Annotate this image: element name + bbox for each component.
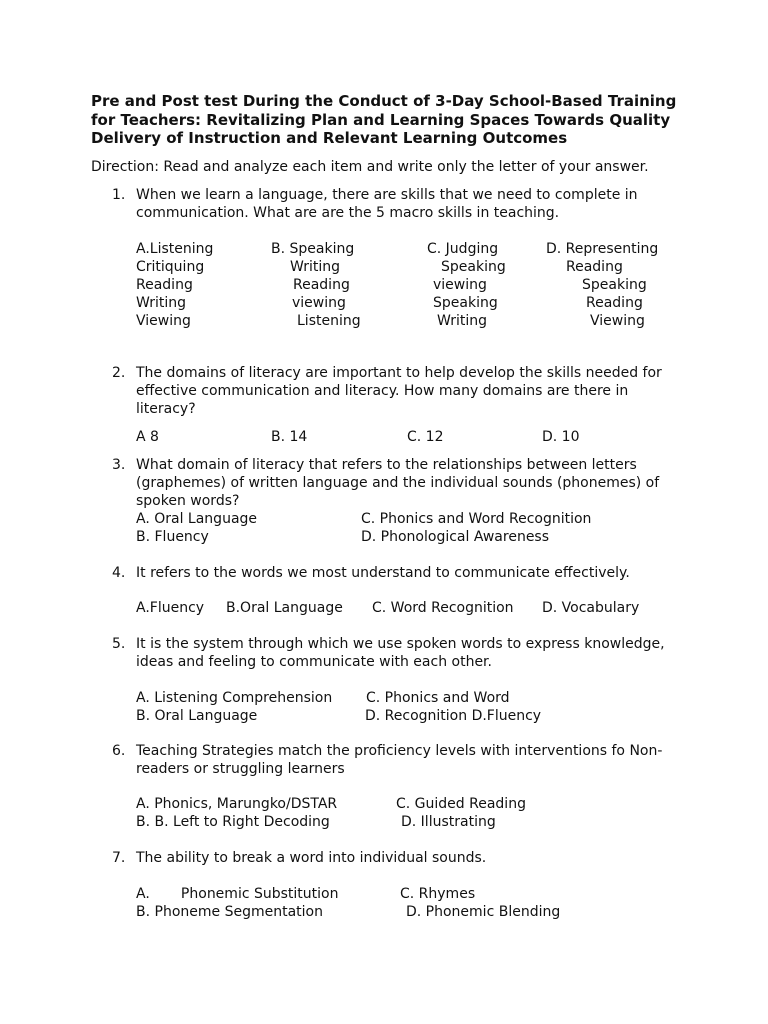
option-b: B. B. Left to Right Decoding (136, 814, 330, 830)
option-d: D. Illustrating (401, 814, 496, 830)
question-stem (136, 186, 638, 222)
question-number: 4. (112, 565, 126, 581)
option-b: B. Phoneme Segmentation (136, 904, 323, 920)
option-line: Viewing (590, 313, 645, 329)
option-line: Viewing (136, 313, 191, 329)
question-stem (136, 456, 659, 510)
option-c: C. Word Recognition (372, 600, 514, 616)
option-d: D. Phonological Awareness (361, 529, 550, 545)
option-line: C. Judging (427, 241, 499, 257)
option-d: D. Vocabulary (542, 600, 640, 616)
title-line: for Teachers: Revitalizing Plan and Learning Spaces Towards Quality (91, 110, 671, 129)
question-stem (136, 564, 630, 582)
option-b: B.Oral Language (226, 600, 343, 616)
stem-line: When we learn a language, there are skills that we need to complete in (136, 187, 638, 203)
stem-line: (graphemes) of written language and the individual sounds (phonemes) of (136, 475, 660, 491)
option-c: C. Phonics and Word Recognition (361, 511, 592, 527)
option-line: B. Speaking (271, 241, 355, 257)
option-a: A. Listening Comprehension (136, 690, 333, 706)
question-number: 7. (112, 850, 126, 866)
option-line: Reading (586, 295, 643, 311)
document-title (91, 92, 676, 148)
option-line: Reading (136, 277, 193, 293)
option-line: viewing (433, 277, 487, 293)
option-a: A. Phonics, Marungko/DSTAR (136, 796, 338, 812)
option-line: Critiquing (136, 259, 205, 275)
option-line: A.Listening (136, 241, 214, 257)
stem-line: It is the system through which we use spoken words to express knowledge, (136, 636, 665, 652)
option-c: C. Guided Reading (396, 796, 526, 812)
option-a: A. Oral Language (136, 511, 258, 527)
option-line: Writing (437, 313, 487, 329)
question-number: 5. (112, 636, 126, 652)
option-line: Reading (566, 259, 623, 275)
stem-line: communication. What are are the 5 macro skills in teaching. (136, 205, 560, 221)
stem-line: ideas and feeling to communicate with each other. (136, 654, 492, 670)
stem-line: spoken words? (136, 493, 240, 509)
stem-line: Teaching Strategies match the proficiency levels with interventions fo Non- (136, 743, 663, 759)
option-a-column (136, 240, 213, 330)
stem-line: The domains of literacy are important to help develop the skills needed for (136, 365, 662, 381)
title-line: Delivery of Instruction and Relevant Learning Outcomes (91, 129, 568, 147)
option-a: A. Phonemic Substitution (136, 886, 339, 902)
question-number: 1. (112, 187, 126, 203)
option-b: B. 14 (271, 429, 308, 445)
option-c: C. 12 (407, 429, 444, 445)
option-line: viewing (292, 295, 346, 311)
option-line: Writing (290, 259, 340, 275)
option-line: Writing (136, 295, 186, 311)
option-line: Speaking (441, 259, 506, 275)
option-d: D. Phonemic Blending (406, 904, 561, 920)
option-line: Speaking (433, 295, 498, 311)
question-stem (136, 742, 662, 778)
title-line: Pre and Post test During the Conduct of 3-Day School-Based Training (91, 92, 677, 110)
option-d-column (546, 240, 658, 330)
stem-line: literacy? (136, 401, 196, 417)
question-stem (136, 635, 665, 671)
option-b-column (271, 240, 361, 330)
question-number: 3. (112, 457, 126, 473)
option-c-column (427, 240, 506, 330)
option-line: Listening (297, 313, 361, 329)
question-number: 2. (112, 365, 126, 381)
option-b: B. Fluency (136, 529, 209, 545)
question-stem (136, 849, 486, 867)
option-d: D. Recognition D.Fluency (365, 708, 542, 724)
option-b: B. Oral Language (136, 708, 258, 724)
question-stem (136, 364, 662, 418)
question-number: 6. (112, 743, 126, 759)
option-d: D. 10 (542, 429, 580, 445)
option-line: D. Representing (546, 241, 659, 257)
stem-line: effective communication and literacy. How many domains are there in (136, 383, 629, 399)
stem-line: The ability to break a word into individual sounds. (136, 850, 487, 866)
option-a: A.Fluency (136, 600, 205, 616)
option-c: C. Rhymes (400, 886, 476, 902)
direction-text: Direction: Read and analyze each item and write only the letter of your answer. (91, 159, 649, 175)
option-line: Reading (293, 277, 350, 293)
option-line: Speaking (582, 277, 647, 293)
stem-line: What domain of literacy that refers to the relationships between letters (136, 457, 637, 473)
option-a: A 8 (136, 429, 159, 445)
stem-line: readers or struggling learners (136, 761, 345, 777)
option-c: C. Phonics and Word (366, 690, 510, 706)
stem-line: It refers to the words we most understand to communicate effectively. (136, 565, 630, 581)
